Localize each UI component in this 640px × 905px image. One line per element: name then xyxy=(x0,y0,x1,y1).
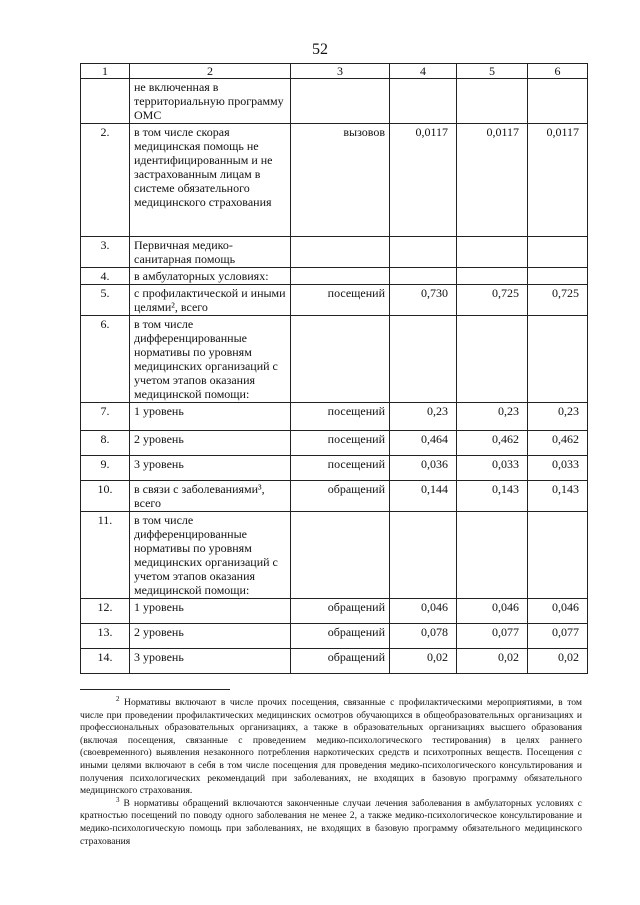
row-value-col4 xyxy=(390,268,457,285)
footnote-2-text: Нормативы включают в числе прочих посещения, связанные с профилактическими мероприятиями, в том числе при проведении профилактических медицинских осмотров обучающихся в общеобразовательных организациях и профессиональных образовательных организациях, а также в образовательных организациях высшего образования (включая посещения, связанные с проведением медико-психологического тестирования) в целях раннего (своевременного) выявления незаконного потребления наркотических средств и психотропных веществ. Посещения с иными целями включают в себя в том числе посещения для проведения медико-психологического консультирования и получения психологических рекомендаций при заболеваниях, не входящих в базовую программу обязательного медицинского страхования. xyxy=(80,697,582,797)
row-value-col4: 0,0117 xyxy=(390,124,457,237)
row-value-col6: 0,02 xyxy=(528,649,588,674)
row-value-col5: 0,033 xyxy=(457,456,528,481)
table-row xyxy=(81,237,588,268)
row-name: 2 уровень xyxy=(130,624,291,649)
row-unit xyxy=(291,237,390,268)
row-value-col5 xyxy=(457,237,528,268)
table-row xyxy=(81,624,588,649)
row-name: 1 уровень xyxy=(130,599,291,624)
row-number: 12. xyxy=(81,599,130,624)
norms-table xyxy=(80,63,588,674)
table-row xyxy=(81,456,588,481)
row-value-col4: 0,730 xyxy=(390,285,457,316)
row-value-col4: 0,144 xyxy=(390,481,457,512)
table-row xyxy=(81,512,588,599)
header-cell: 3 xyxy=(291,64,390,79)
row-number: 3. xyxy=(81,237,130,268)
table-row xyxy=(81,316,588,403)
row-number: 8. xyxy=(81,431,130,456)
row-unit: посещений xyxy=(291,456,390,481)
row-name: 3 уровень xyxy=(130,456,291,481)
row-unit: посещений xyxy=(291,403,390,431)
header-cell: 1 xyxy=(81,64,130,79)
row-number xyxy=(81,79,130,124)
row-unit: посещений xyxy=(291,285,390,316)
table-row xyxy=(81,403,588,431)
table-header-row xyxy=(81,64,588,79)
row-value-col5 xyxy=(457,79,528,124)
row-value-col5 xyxy=(457,268,528,285)
row-name: в том числе дифференцированные нормативы по уровням медицинских организаций с учетом этапов оказания медицинской помощи: xyxy=(130,512,291,599)
row-number: 11. xyxy=(81,512,130,599)
row-value-col4 xyxy=(390,512,457,599)
row-value-col6: 0,046 xyxy=(528,599,588,624)
row-value-col4: 0,078 xyxy=(390,624,457,649)
row-name: с профилактической и иными целями², всего xyxy=(130,285,291,316)
page-number: 52 xyxy=(312,41,328,58)
row-unit: обращений xyxy=(291,481,390,512)
row-name: в том числе дифференцированные нормативы по уровням медицинских организаций с учетом этапов оказания медицинской помощи: xyxy=(130,316,291,403)
row-number: 4. xyxy=(81,268,130,285)
row-number: 7. xyxy=(81,403,130,431)
header-cell: 4 xyxy=(390,64,457,79)
row-name: 2 уровень xyxy=(130,431,291,456)
header-cell: 2 xyxy=(130,64,291,79)
row-name: в том числе скорая медицинская помощь не идентифицированным и не застрахованным лицам в системе обязательного медицинского страхования xyxy=(130,124,291,237)
row-unit: обращений xyxy=(291,599,390,624)
footnote-3 xyxy=(80,795,582,848)
row-number: 10. xyxy=(81,481,130,512)
row-name: в амбулаторных условиях: xyxy=(130,268,291,285)
row-unit xyxy=(291,316,390,403)
row-unit xyxy=(291,79,390,124)
row-unit xyxy=(291,268,390,285)
row-value-col5: 0,143 xyxy=(457,481,528,512)
table-row xyxy=(81,649,588,674)
row-value-col6: 0,23 xyxy=(528,403,588,431)
row-name: Первичная медико-санитарная помощь xyxy=(130,237,291,268)
row-number: 6. xyxy=(81,316,130,403)
table-row xyxy=(81,285,588,316)
table-row xyxy=(81,268,588,285)
footnote-2 xyxy=(80,694,582,798)
row-value-col5: 0,725 xyxy=(457,285,528,316)
row-unit: обращений xyxy=(291,624,390,649)
table-row xyxy=(81,431,588,456)
row-value-col6: 0,033 xyxy=(528,456,588,481)
table-row xyxy=(81,124,588,237)
row-name: 1 уровень xyxy=(130,403,291,431)
row-value-col4: 0,036 xyxy=(390,456,457,481)
table-row xyxy=(81,79,588,124)
row-unit: вызовов xyxy=(291,124,390,237)
table-row xyxy=(81,599,588,624)
row-value-col6 xyxy=(528,237,588,268)
footnote-2-mark: 2 xyxy=(116,694,120,703)
row-number: 14. xyxy=(81,649,130,674)
row-value-col5 xyxy=(457,512,528,599)
row-value-col4: 0,046 xyxy=(390,599,457,624)
row-unit: посещений xyxy=(291,431,390,456)
row-unit xyxy=(291,512,390,599)
row-value-col4 xyxy=(390,79,457,124)
footnotes xyxy=(80,694,582,848)
row-value-col5: 0,0117 xyxy=(457,124,528,237)
footnote-3-mark: 3 xyxy=(116,795,120,804)
row-value-col6 xyxy=(528,512,588,599)
table-row xyxy=(81,481,588,512)
footnote-3-text: В нормативы обращений включаются законченные случаи лечения заболевания в амбулаторных условиях с кратностью посещений по поводу одного заболевания не менее 2, а также медико-психологическое консультирование и медико-психологическую помощь при заболеваниях, не входящих в базовую программу обязательного медицинского страхования xyxy=(80,797,582,847)
row-value-col5: 0,046 xyxy=(457,599,528,624)
row-value-col6 xyxy=(528,316,588,403)
row-value-col6 xyxy=(528,79,588,124)
row-value-col6: 0,077 xyxy=(528,624,588,649)
row-number: 5. xyxy=(81,285,130,316)
row-name: не включенная в территориальную программу ОМС xyxy=(130,79,291,124)
row-number: 2. xyxy=(81,124,130,237)
row-unit: обращений xyxy=(291,649,390,674)
row-value-col5: 0,077 xyxy=(457,624,528,649)
row-value-col6: 0,0117 xyxy=(528,124,588,237)
row-value-col4: 0,23 xyxy=(390,403,457,431)
row-value-col6: 0,462 xyxy=(528,431,588,456)
row-number: 9. xyxy=(81,456,130,481)
row-value-col4 xyxy=(390,237,457,268)
row-value-col6 xyxy=(528,268,588,285)
row-value-col6: 0,143 xyxy=(528,481,588,512)
header-cell: 5 xyxy=(457,64,528,79)
row-number: 13. xyxy=(81,624,130,649)
row-value-col5: 0,462 xyxy=(457,431,528,456)
header-cell: 6 xyxy=(528,64,588,79)
row-value-col6: 0,725 xyxy=(528,285,588,316)
row-name: в связи с заболеваниями³, всего xyxy=(130,481,291,512)
row-value-col4 xyxy=(390,316,457,403)
row-value-col5: 0,23 xyxy=(457,403,528,431)
row-name: 3 уровень xyxy=(130,649,291,674)
row-value-col4: 0,02 xyxy=(390,649,457,674)
row-value-col4: 0,464 xyxy=(390,431,457,456)
row-value-col5: 0,02 xyxy=(457,649,528,674)
row-value-col5 xyxy=(457,316,528,403)
footnote-separator xyxy=(80,689,230,690)
